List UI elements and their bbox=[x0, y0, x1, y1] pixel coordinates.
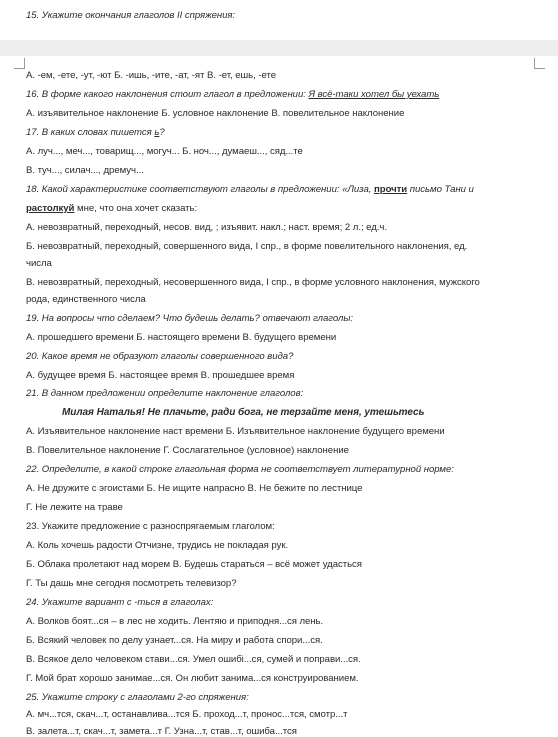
answer-line: А. мч...тся, скач...т, останавлива...тся Б. проход...т, пронос...тся, смотр...т bbox=[26, 709, 348, 720]
answer-line: Б. Облака пролетают над морем В. Будешь стараться – всё может удасться bbox=[26, 559, 362, 570]
answer-line: Б. невозвратный, переходный, совершенного вида, I спр., в форме повелительного наклонения, ед. bbox=[26, 241, 468, 252]
question-15: 15. Укажите окончания глаголов II спряжения: bbox=[26, 10, 236, 21]
answer-line: Г. Не лежите на траве bbox=[26, 502, 123, 513]
margin-corner-left bbox=[14, 58, 25, 69]
page-gap bbox=[0, 40, 558, 56]
question-17: 17. В каких словах пишется ь? bbox=[26, 127, 165, 138]
question-22: 22. Определите, в какой строке глагольная форма не соответствует литературной норме: bbox=[26, 464, 454, 475]
question-20: 20. Какое время не образуют глаголы совершенного вида? bbox=[26, 351, 294, 362]
answer-line: Г. Мой брат хорошо занимае...ся. Он любит занима...ся конструированием. bbox=[26, 673, 359, 684]
question-25: 25. Укажите строку с глаголами 2-го спряжения: bbox=[26, 692, 249, 703]
answer-line: В. Всякое дело человеком стави...ся. Умел ошибi...ся, сумей и поправи...ся. bbox=[26, 654, 361, 665]
sentence-21: Милая Наталья! Не плачьте, ради бога, не терзайте меня, утешьтесь bbox=[62, 407, 425, 418]
answer-line: А. -ем, -ете, -ут, -ют Б. -ишь, -ите, -ат, -ят В. -ет, ешь, -ете bbox=[26, 70, 276, 81]
answer-line: В. невозвратный, переходный, несовершенного вида, I спр., в форме условного наклонения, мужского bbox=[26, 277, 480, 288]
question-24: 24. Укажите вариант с -ться в глаголах: bbox=[26, 597, 214, 608]
question-21: 21. В данном предложении определите наклонение глаголов: bbox=[26, 388, 304, 399]
answer-line: В. залета...т, скач...т, замета...т Г. Узна...т, став...т, ошиба...тся bbox=[26, 726, 297, 737]
question-19: 19. На вопросы что сделаем? Что будешь делать? отвечают глаголы: bbox=[26, 313, 353, 324]
answer-line: В. туч..., силач..., дремуч... bbox=[26, 165, 144, 176]
answer-line: Б. Всякий человек по делу узнает...ся. На миру и работа спори...ся. bbox=[26, 635, 323, 646]
question-18: 18. Какой характеристике соответствуют глаголы в предложении: «Лиза, прочти письмо Тани и bbox=[26, 184, 474, 195]
answer-line: А. невозвратный, переходный, несов. вид, ; изъявит. накл.; наст. время; 2 л.; ед.ч. bbox=[26, 222, 387, 233]
answer-line: А. прошедшего времени Б. настоящего времени В. будущего времени bbox=[26, 332, 337, 343]
question-23: 23. Укажите предложение с разноспрягаемым глаголом: bbox=[26, 521, 275, 532]
answer-line: В. Повелительное наклонение Г. Сослагательное (условное) наклонение bbox=[26, 445, 349, 456]
answer-line: А. изъявительное наклонение Б. условное наклонение В. повелительное наклонение bbox=[26, 108, 405, 119]
answer-line: рода, единственного числа bbox=[26, 294, 146, 305]
answer-line: А. Не дружите с эгоистами Б. Не ищите напрасно В. Не бежите по лестнице bbox=[26, 483, 363, 494]
answer-line: Г. Ты дашь мне сегодня посмотреть телевизор? bbox=[26, 578, 237, 589]
answer-line: числа bbox=[26, 258, 52, 269]
answer-line: А. Волков боят...ся – в лес не ходить. Лентяю и приподня...ся лень. bbox=[26, 616, 324, 627]
answer-line: А. луч..., меч..., товарищ..., могуч... Б. ноч..., думаеш..., сяд...те bbox=[26, 146, 303, 157]
answer-line: А. Изъявительное наклонение наст времени Б. Изъявительное наклонение будущего времени bbox=[26, 426, 445, 437]
question-18-cont: растолкуй мне, что она хочет сказать: bbox=[26, 203, 198, 214]
answer-line: А. будущее время Б. настоящее время В. прошедшее время bbox=[26, 370, 295, 381]
margin-corner-right bbox=[534, 58, 545, 69]
question-16: 16. В форме какого наклонения стоит глагол в предложении: Я всё-таки хотел бы уехать bbox=[26, 89, 440, 100]
answer-line: А. Коль хочешь радости Отчизне, трудись не покладая рук. bbox=[26, 540, 289, 551]
